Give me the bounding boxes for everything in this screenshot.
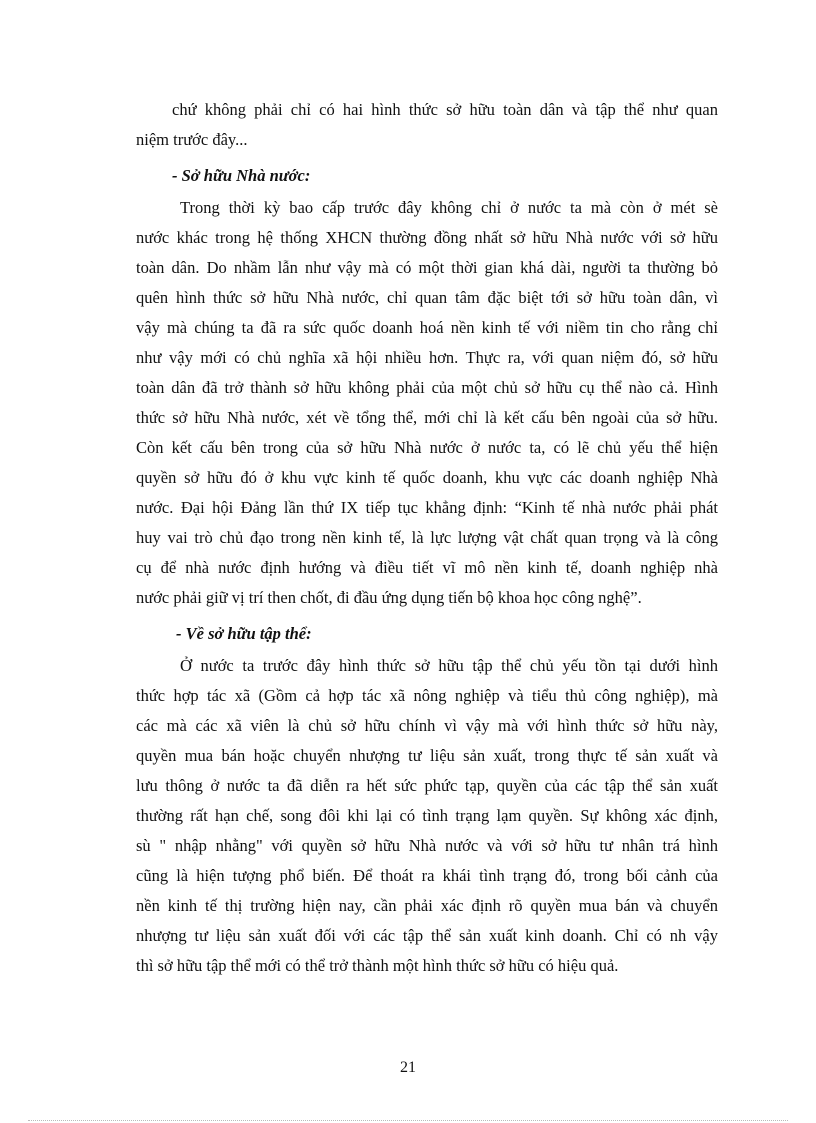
text-line: nhượng tư liệu sản xuất đối với các tập thể sản xuất kinh doanh. Chỉ có nh vậy xyxy=(136,926,718,945)
text-line: quyền sở hữu đó ở khu vực kinh tế quốc doanh, khu vực các doanh nghiệp Nhà xyxy=(136,468,718,487)
text-line: nền kinh tế thị trường hiện nay, cần phải xác định rõ quyền mua bán và chuyển xyxy=(136,896,718,915)
text-line: các mà các xã viên là chủ sở hữu chính vì vậy mà với hình thức sở hữu này, xyxy=(136,716,718,735)
text-line: vậy mà chúng ta đã ra sức quốc doanh hoá nền kinh tế với niềm tin cho rằng chỉ xyxy=(136,318,718,337)
section-heading-state-ownership: - Sở hữu Nhà nước: xyxy=(172,166,311,185)
text-line: quyền mua bán hoặc chuyển nhượng tư liệu sản xuất, trong thực tế sản xuất và xyxy=(136,746,718,765)
page-number: 21 xyxy=(400,1059,416,1076)
text-line: lưu thông ở nước ta đã diễn ra hết sức phức tạp, quyền của các tập thể sản xuất xyxy=(136,776,718,795)
text-line: Còn kết cấu bên trong của sở hữu Nhà nước ở nước ta, có lẽ chủ yếu thể hiện xyxy=(136,438,718,457)
text-line: quên hình thức sở hữu Nhà nước, chỉ quan tâm đặc biệt tới sở hữu toàn dân, vì xyxy=(136,288,718,307)
text-line: thức hợp tác xã (Gồm cả hợp tác xã nông nghiệp và tiểu thủ công nghiệp), mà xyxy=(136,686,718,705)
page-bottom-divider xyxy=(28,1120,788,1121)
text-line: cụ để nhà nước định hướng và điều tiết vĩ mô nền kinh tế, doanh nghiệp nhà xyxy=(136,558,718,577)
text-line: thức sở hữu Nhà nước, xét về tổng thể, mới chỉ là kết cấu bên ngoài của sở hữu. xyxy=(136,408,718,427)
section-heading-collective-ownership: - Về sở hữu tập thể: xyxy=(176,624,312,643)
text-line: thường rất hạn chế, song đôi khi lại có tình trạng lạm quyền. Sự không xác định, xyxy=(136,806,718,825)
text-line: cũng là hiện tượng phổ biến. Để thoát ra khái tình trạng đó, trong bối cảnh của xyxy=(136,866,718,885)
text-line: niệm trước đây... xyxy=(136,130,248,149)
text-line: toàn dân. Do nhầm lẫn như vậy mà có một thời gian khá dài, người ta thường bỏ xyxy=(136,258,718,277)
text-line: Ở nước ta trước đây hình thức sở hữu tập thể chủ yếu tồn tại dưới hình xyxy=(180,656,718,675)
text-line: như vậy mới có chủ nghĩa xã hội nhiều hơn. Thực ra, với quan niệm đó, sở hữu xyxy=(136,348,718,367)
text-line: chứ không phải chỉ có hai hình thức sở hữu toàn dân và tập thể như quan xyxy=(172,100,718,119)
text-line: nước phải giữ vị trí then chốt, đi đầu ứng dụng tiến bộ khoa học công nghệ”. xyxy=(136,588,642,607)
text-line: Trong thời kỳ bao cấp trước đây không chỉ ở nước ta mà còn ở mét sè xyxy=(180,198,718,217)
text-line: toàn dân đã trở thành sở hữu không phải của một chủ sở hữu cụ thể nào cả. Hình xyxy=(136,378,718,397)
text-line: huy vai trò chủ đạo trong nền kinh tế, là lực lượng vật chất quan trọng và là công xyxy=(136,528,718,547)
text-line: sù " nhập nhằng" với quyền sở hữu Nhà nước và với sở hữu tư nhân trá hình xyxy=(136,836,718,855)
text-line: nước khác trong hệ thống XHCN thường đồng nhất sở hữu Nhà nước với sở hữu xyxy=(136,228,718,247)
text-line: thì sở hữu tập thể mới có thể trở thành một hình thức sở hữu có hiệu quả. xyxy=(136,956,619,975)
text-line: nước. Đại hội Đảng lần thứ IX tiếp tục khẳng định: “Kinh tế nhà nước phải phát xyxy=(136,498,718,517)
